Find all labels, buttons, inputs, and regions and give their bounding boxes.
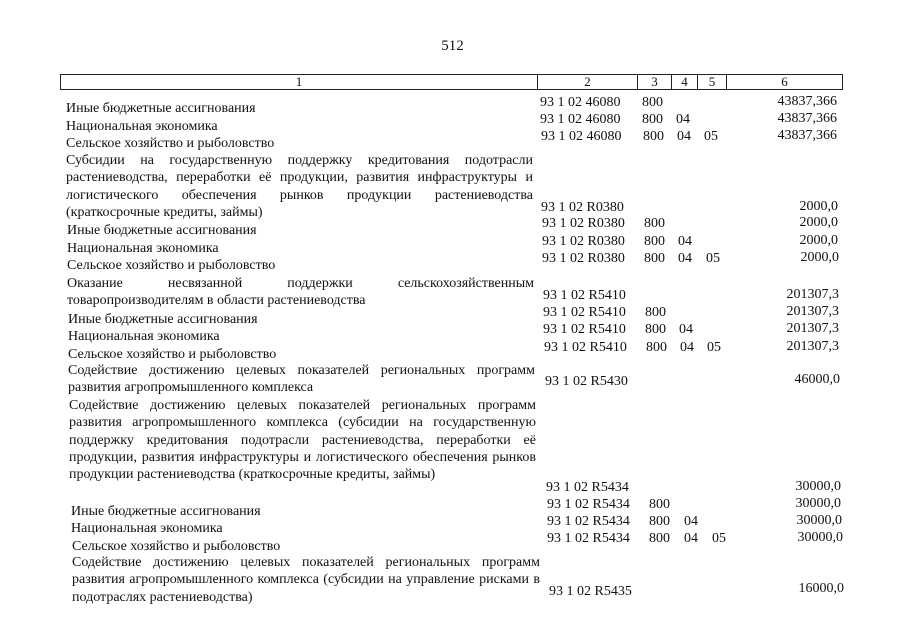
row-value: 201307,3 bbox=[786, 339, 839, 354]
row-description: Сельское хозяйство и рыболовство bbox=[68, 347, 277, 362]
header-col-2: 2 bbox=[537, 74, 638, 90]
header-col-6: 6 bbox=[726, 74, 843, 90]
header-col-3: 3 bbox=[637, 74, 672, 90]
row-col3: 800 bbox=[644, 251, 665, 266]
header-col-5: 5 bbox=[697, 74, 727, 90]
row-value: 201307,3 bbox=[786, 287, 839, 302]
row-col3: 800 bbox=[645, 305, 666, 320]
row-col5: 05 bbox=[707, 340, 721, 355]
row-code: 93 1 02 R5434 bbox=[547, 514, 630, 529]
row-col3: 800 bbox=[646, 340, 667, 355]
row-value: 30000,0 bbox=[796, 513, 842, 528]
row-description: Сельское хозяйство и рыболовство bbox=[67, 258, 276, 273]
row-code: 93 1 02 46080 bbox=[541, 129, 622, 144]
row-value: 43837,366 bbox=[777, 94, 837, 109]
row-code: 93 1 02 R0380 bbox=[542, 216, 625, 231]
row-description: Содействие достижению целевых показателей региональных программ развития агропромышленного комплекса (субсидии на государственную поддержку кредитования подотрасли растениеводства, переработки её продукции, развития инфраструктуры и логистического обеспечения рынков продукции растениеводства (краткосрочные кредиты, займы) bbox=[69, 398, 536, 483]
row-code: 93 1 02 R5434 bbox=[547, 531, 630, 546]
row-col4: 04 bbox=[678, 251, 692, 266]
row-code: 93 1 02 R5410 bbox=[543, 305, 626, 320]
row-value: 43837,366 bbox=[777, 111, 837, 126]
row-col4: 04 bbox=[676, 112, 690, 127]
row-code: 93 1 02 R0380 bbox=[542, 251, 625, 266]
row-value: 30000,0 bbox=[797, 530, 843, 545]
row-col5: 05 bbox=[706, 251, 720, 266]
row-code: 93 1 02 46080 bbox=[540, 95, 621, 110]
row-col3: 800 bbox=[649, 531, 670, 546]
row-value: 30000,0 bbox=[795, 479, 841, 494]
row-description: Сельское хозяйство и рыболовство bbox=[66, 136, 275, 151]
row-description: Иные бюджетные ассигнования bbox=[67, 223, 257, 238]
row-col3: 800 bbox=[645, 322, 666, 337]
row-col5: 05 bbox=[704, 129, 718, 144]
row-value: 2000,0 bbox=[799, 199, 838, 214]
row-code: 93 1 02 R0380 bbox=[541, 200, 624, 215]
row-description: Содействие достижению целевых показателей региональных программ развития агропромышленного комплекса (субсидии на управление рисками в подотраслях растениеводства) bbox=[72, 555, 540, 605]
row-code: 93 1 02 R5434 bbox=[546, 480, 629, 495]
row-description: Иные бюджетные ассигнования bbox=[66, 101, 256, 116]
row-code: 93 1 02 46080 bbox=[540, 112, 621, 127]
row-description: Сельское хозяйство и рыболовство bbox=[72, 539, 281, 554]
row-code: 93 1 02 R5410 bbox=[543, 288, 626, 303]
row-code: 93 1 02 R5435 bbox=[549, 584, 632, 599]
row-description: Национальная экономика bbox=[66, 119, 218, 134]
row-col3: 800 bbox=[642, 112, 663, 127]
row-value: 2000,0 bbox=[799, 233, 838, 248]
row-col3: 800 bbox=[643, 129, 664, 144]
row-code: 93 1 02 R0380 bbox=[542, 234, 625, 249]
row-col4: 04 bbox=[677, 129, 691, 144]
row-value: 16000,0 bbox=[798, 581, 844, 596]
row-description: Иные бюджетные ассигнования bbox=[68, 312, 258, 327]
row-col4: 04 bbox=[684, 514, 698, 529]
row-value: 201307,3 bbox=[786, 321, 839, 336]
header-col-4: 4 bbox=[671, 74, 698, 90]
row-col4: 04 bbox=[679, 322, 693, 337]
row-value: 201307,3 bbox=[786, 304, 839, 319]
row-col3: 800 bbox=[642, 95, 663, 110]
row-col4: 04 bbox=[678, 234, 692, 249]
row-col3: 800 bbox=[649, 497, 670, 512]
row-value: 43837,366 bbox=[777, 128, 837, 143]
row-code: 93 1 02 R5434 bbox=[547, 497, 630, 512]
row-description: Оказание несвязанной поддержки сельскохозяйственным товаропроизводителям в области растениеводства bbox=[67, 276, 534, 309]
row-description: Субсидии на государственную поддержку кредитования подотрасли растениеводства, переработки её продукции, развития инфраструктуры и логистического обеспечения рынков продукции растениеводства (краткосрочные кредиты, займы) bbox=[66, 153, 533, 220]
row-col4: 04 bbox=[684, 531, 698, 546]
row-col3: 800 bbox=[644, 234, 665, 249]
row-code: 93 1 02 R5410 bbox=[543, 322, 626, 337]
row-col3: 800 bbox=[644, 216, 665, 231]
row-value: 30000,0 bbox=[795, 496, 841, 511]
row-col4: 04 bbox=[680, 340, 694, 355]
header-col-1: 1 bbox=[60, 74, 538, 90]
row-description: Иные бюджетные ассигнования bbox=[71, 504, 261, 519]
row-description: Содействие достижению целевых показателей региональных программ развития агропромышленного комплекса bbox=[68, 363, 535, 396]
page-number: 512 bbox=[441, 38, 464, 54]
row-description: Национальная экономика bbox=[67, 241, 219, 256]
row-value: 2000,0 bbox=[800, 250, 839, 265]
row-code: 93 1 02 R5410 bbox=[544, 340, 627, 355]
row-value: 46000,0 bbox=[794, 372, 840, 387]
row-col5: 05 bbox=[712, 531, 726, 546]
row-description: Национальная экономика bbox=[71, 521, 223, 536]
row-value: 2000,0 bbox=[799, 215, 838, 230]
row-code: 93 1 02 R5430 bbox=[545, 374, 628, 389]
row-col3: 800 bbox=[649, 514, 670, 529]
row-description: Национальная экономика bbox=[68, 329, 220, 344]
